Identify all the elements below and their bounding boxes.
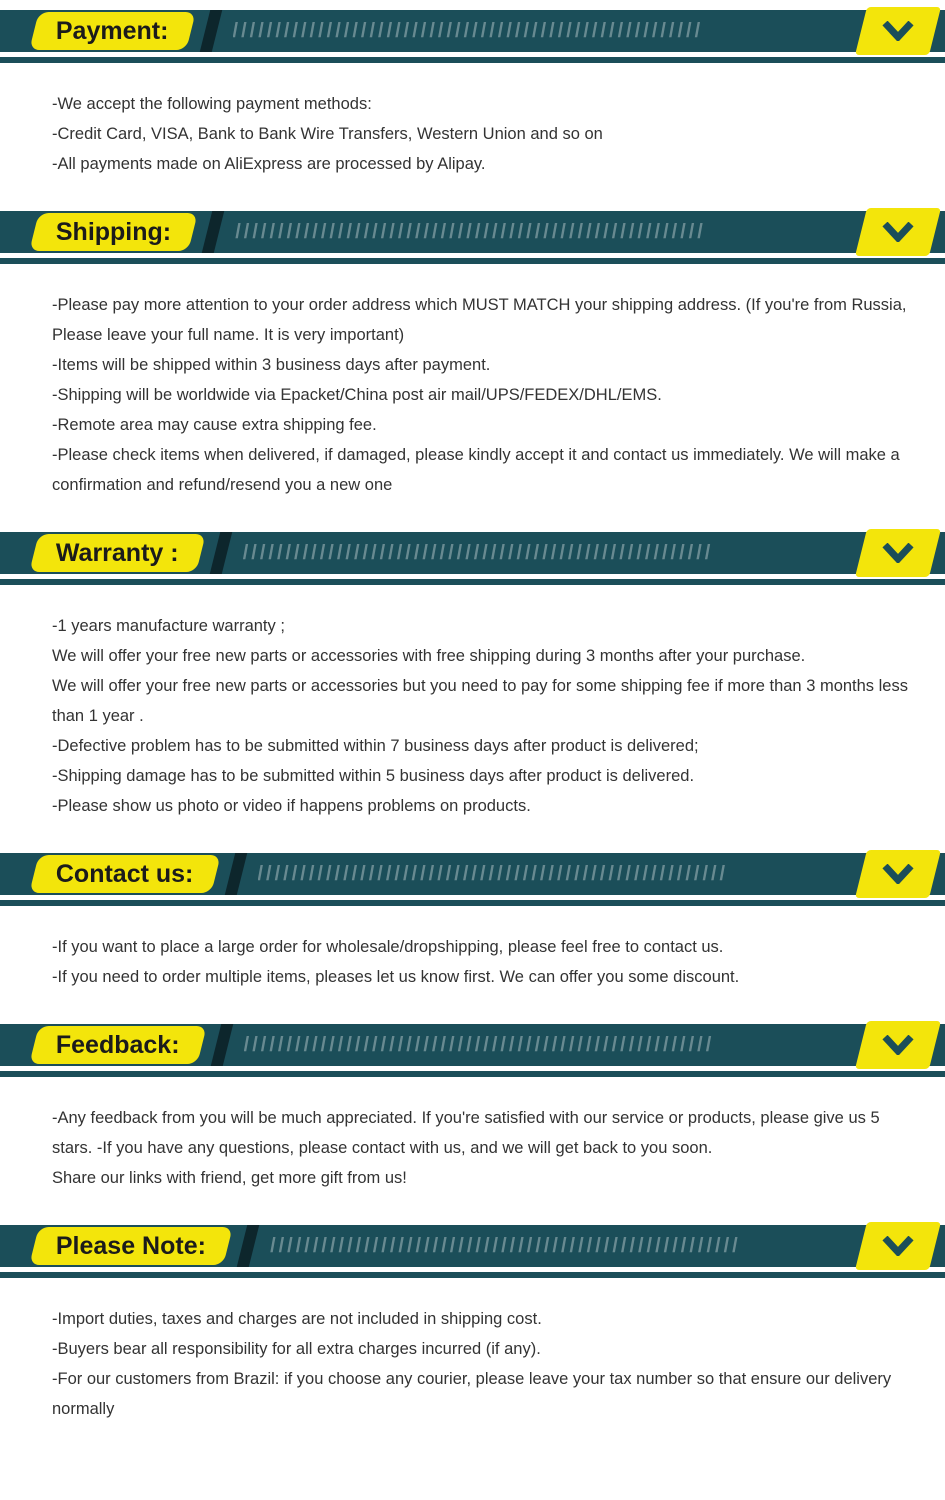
text-line: -All payments made on AliExpress are processed by Alipay. bbox=[52, 155, 486, 173]
text-line: -Please pay more attention to your order address which MUST MATCH your shipping address. (If you're from Russia, Please leave your full name. It is very important) bbox=[52, 296, 907, 344]
warranty-banner-tag bbox=[29, 534, 205, 572]
text-line: -If you want to place a large order for wholesale/dropshipping, please feel free to contact us. bbox=[52, 938, 724, 956]
feedback-banner bbox=[0, 1024, 945, 1066]
banner-title: Shipping: bbox=[56, 217, 172, 246]
banner-title: Payment: bbox=[56, 16, 169, 45]
section-arrow bbox=[855, 529, 941, 577]
hatch-pattern: /////////////////////////////////////////////////////// bbox=[235, 220, 706, 243]
payment-content bbox=[0, 63, 945, 211]
text-line: -Credit Card, VISA, Bank to Bank Wire Transfers, Western Union and so on bbox=[52, 125, 603, 143]
text-line: -Buyers bear all responsibility for all extra charges incurred (if any). bbox=[52, 1340, 541, 1358]
section-shipping bbox=[0, 211, 945, 532]
hatch-pattern: /////////////////////////////////////////////////////// bbox=[242, 541, 714, 564]
text-line: -Import duties, taxes and charges are not included in shipping cost. bbox=[52, 1310, 542, 1328]
hatch-pattern: /////////////////////////////////////////////////////// bbox=[257, 862, 729, 885]
chevron-down-icon bbox=[881, 1236, 915, 1256]
section-payment bbox=[0, 10, 945, 211]
hatch-pattern: /////////////////////////////////////////////////////// bbox=[243, 1033, 715, 1056]
text-line: -For our customers from Brazil: if you choose any courier, please leave your tax number so that ensure our delivery normally bbox=[52, 1370, 892, 1418]
banner-title: Feedback: bbox=[56, 1030, 180, 1059]
section-arrow bbox=[855, 1021, 941, 1069]
chevron-down-icon bbox=[881, 222, 915, 242]
divider-slash bbox=[237, 1225, 259, 1267]
section-arrow bbox=[855, 850, 941, 898]
text-line: -Any feedback from you will be much appreciated. If you're satisfied with our service or products, please give us 5 stars. -If you have any questions, please contact with us, and we will get back to you soon. bbox=[52, 1109, 880, 1157]
section-arrow bbox=[855, 1222, 941, 1270]
shipping-content bbox=[0, 264, 945, 532]
text-line: -Please check items when delivered, if damaged, please kindly accept it and contact us immediately. We will make a confirmation and refund/resend you a new one bbox=[52, 446, 900, 494]
divider-slash bbox=[210, 1024, 232, 1066]
chevron-down-icon bbox=[881, 864, 915, 884]
warranty-banner bbox=[0, 532, 945, 574]
text-line: -1 years manufacture warranty ; bbox=[52, 617, 285, 635]
divider-slash bbox=[199, 10, 221, 52]
shipping-banner-tag bbox=[29, 213, 198, 251]
section-arrow bbox=[855, 208, 941, 256]
section-please-note bbox=[0, 1225, 945, 1456]
banner-title: Warranty : bbox=[56, 538, 179, 567]
chevron-down-icon bbox=[881, 1035, 915, 1055]
divider-slash bbox=[209, 532, 231, 574]
section-warranty bbox=[0, 532, 945, 853]
contact-us-content bbox=[0, 906, 945, 1024]
section-feedback bbox=[0, 1024, 945, 1225]
text-line: We will offer your free new parts or accessories with free shipping during 3 months after your purchase. bbox=[52, 647, 806, 665]
section-contact-us bbox=[0, 853, 945, 1024]
warranty-content bbox=[0, 585, 945, 853]
payment-banner-tag bbox=[29, 12, 195, 50]
text-line: -Please show us photo or video if happens problems on products. bbox=[52, 797, 531, 815]
text-line: -Shipping damage has to be submitted within 5 business days after product is delivered. bbox=[52, 767, 695, 785]
text-line: -Items will be shipped within 3 business days after payment. bbox=[52, 356, 491, 374]
hatch-pattern: /////////////////////////////////////////////////////// bbox=[232, 19, 704, 42]
text-line: -Shipping will be worldwide via Epacket/China post air mail/UPS/FEDEX/DHL/EMS. bbox=[52, 386, 662, 404]
section-arrow bbox=[855, 7, 941, 55]
hatch-pattern: /////////////////////////////////////////////////////// bbox=[270, 1234, 741, 1257]
text-line: -If you need to order multiple items, pleases let us know first. We can offer you some discount. bbox=[52, 968, 740, 986]
text-line: -Defective problem has to be submitted within 7 business days after product is delivered; bbox=[52, 737, 699, 755]
text-line: Share our links with friend, get more gift from us! bbox=[52, 1169, 407, 1187]
contact-us-banner bbox=[0, 853, 945, 895]
divider-slash bbox=[224, 853, 246, 895]
chevron-down-icon bbox=[881, 21, 915, 41]
payment-banner bbox=[0, 10, 945, 52]
contact-us-banner-tag bbox=[29, 855, 220, 893]
shipping-banner bbox=[0, 211, 945, 253]
please-note-banner bbox=[0, 1225, 945, 1267]
text-line: -Remote area may cause extra shipping fee. bbox=[52, 416, 377, 434]
text-line: -We accept the following payment methods: bbox=[52, 95, 372, 113]
text-line: We will offer your free new parts or accessories but you need to pay for some shipping fee if more than 3 months less than 1 year . bbox=[52, 677, 908, 725]
banner-title: Please Note: bbox=[56, 1231, 207, 1260]
chevron-down-icon bbox=[881, 543, 915, 563]
banner-title: Contact us: bbox=[56, 859, 194, 888]
please-note-content bbox=[0, 1278, 945, 1456]
feedback-content bbox=[0, 1077, 945, 1225]
feedback-banner-tag bbox=[29, 1026, 206, 1064]
divider-slash bbox=[202, 211, 224, 253]
please-note-banner-tag bbox=[29, 1227, 233, 1265]
